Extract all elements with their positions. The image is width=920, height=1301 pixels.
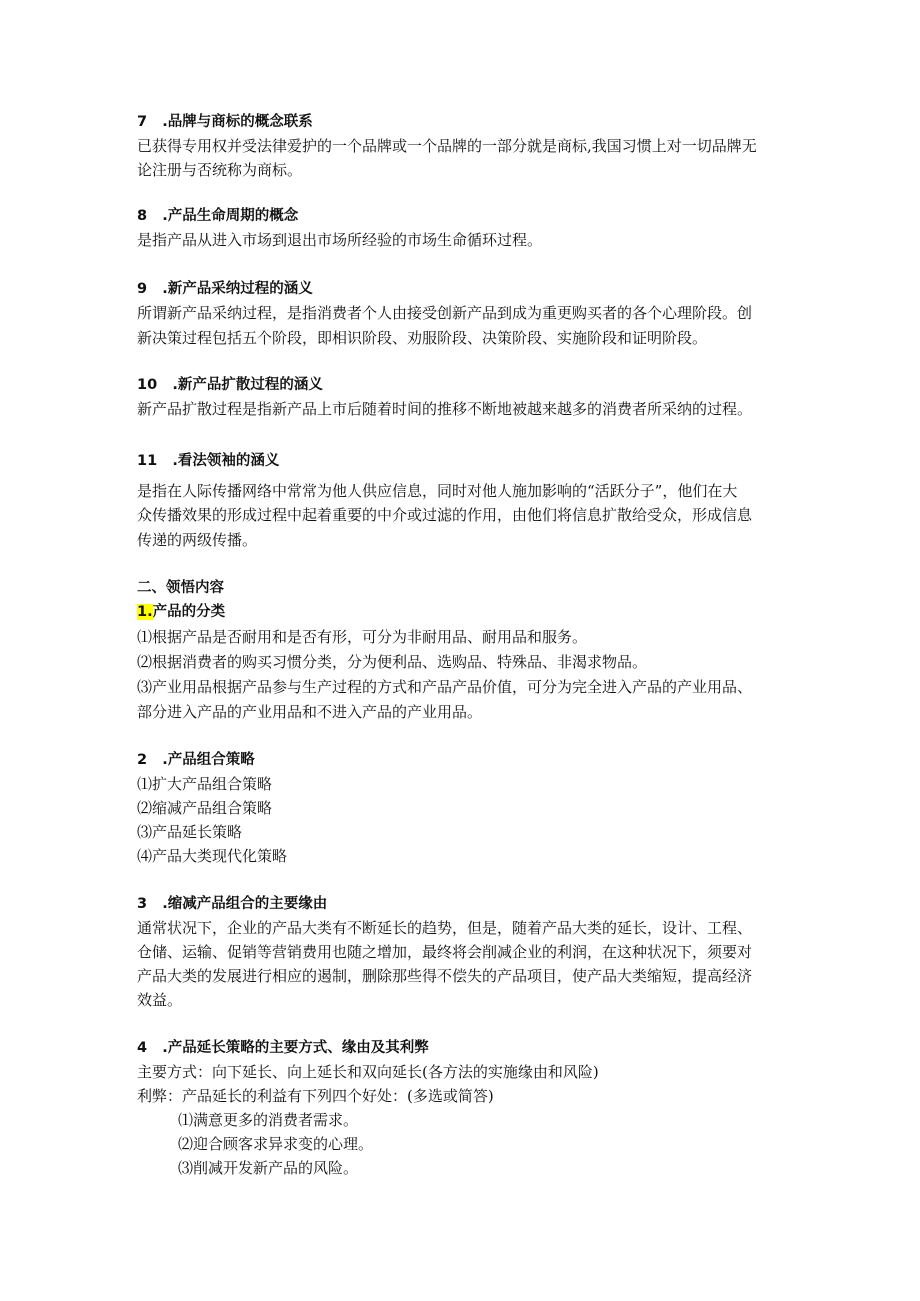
list-item: ⑵根据消费者的购买习惯分类，分为便利品、选购品、特殊品、非渴求物品。 — [137, 653, 648, 671]
part-heading: 二、领悟内容 — [137, 580, 224, 596]
paragraph-line: 是指产品从进入市场到退出市场所经验的市场生命循环过程。 — [137, 231, 543, 249]
paragraph-line: 产品大类的发展进行相应的遏制，删除那些得不偿失的产品项目，使产品大类缩短，提高经济 — [137, 967, 753, 985]
section-heading-p2: 2 .产品组合策略 — [137, 752, 255, 768]
paragraph-line: 论注册与否统称为商标。 — [137, 161, 303, 179]
paragraph-line: 仓储、运输、促销等营销费用也随之增加，最终将会削减企业的利润，在这种状况下，须要对 — [137, 943, 753, 961]
section-heading-p3: 3 .缩减产品组合的主要缘由 — [137, 896, 328, 912]
list-item: ⑵迎合顾客求异求变的心理。 — [178, 1135, 374, 1153]
list-item: ⑷产品大类现代化策略 — [137, 847, 288, 865]
list-item: 部分进入产品的产业用品和不进入产品的产业用品。 — [137, 703, 483, 721]
section-heading-p4: 4 .产品延长策略的主要方式、缘由及其利弊 — [137, 1040, 429, 1056]
list-item: ⑴根据产品是否耐用和是否有形，可分为非耐用品、耐用品和服务。 — [137, 628, 588, 646]
list-item: ⑴扩大产品组合策略 — [137, 775, 273, 793]
paragraph-line: 已获得专用权并受法律爱护的一个品牌或一个品牌的一部分就是商标,我国习惯上对一切品牌无 — [137, 137, 757, 155]
paragraph-line: 是指在人际传播网络中常常为他人供应信息，同时对他人施加影响的“活跃分子”，他们在大 — [137, 482, 738, 500]
paragraph-line: 通常状况下，企业的产品大类有不断延长的趋势，但是，随着产品大类的延长，设计、工程、 — [137, 919, 753, 937]
paragraph-line: 新决策过程包括五个阶段，即相识阶段、劝服阶段、决策阶段、实施阶段和证明阶段。 — [137, 329, 708, 347]
list-item: ⑶产品延长策略 — [137, 823, 243, 841]
list-item: ⑵缩减产品组合策略 — [137, 799, 273, 817]
list-item: ⑶产业用品根据产品参与生产过程的方式和产品产品价值，可分为完全进入产品的产业用品、 — [137, 678, 753, 696]
paragraph-line: 效益。 — [137, 991, 183, 1009]
paragraph-line: 新产品扩散过程是指新产品上市后随着时间的推移不断地被越来越多的消费者所采纳的过程。 — [137, 400, 753, 418]
list-item: ⑴满意更多的消费者需求。 — [178, 1111, 359, 1129]
section-heading-7: 7 .品牌与商标的概念联系 — [137, 114, 313, 130]
heading-text: 产品的分类 — [152, 604, 226, 620]
list-item: ⑶削减开发新产品的风险。 — [178, 1159, 359, 1177]
paragraph-line: 众传播效果的形成过程中起着重要的中介或过滤的作用，由他们将信息扩散给受众，形成信息 — [137, 506, 753, 524]
paragraph-line: 所谓新产品采纳过程，是指消费者个人由接受创新产品到成为重更购买者的各个心理阶段。创 — [137, 304, 753, 322]
section-heading-10: 10 .新产品扩散过程的涵义 — [137, 377, 323, 393]
paragraph-line: 传递的两级传播。 — [137, 531, 258, 549]
paragraph-line: 利弊：产品延长的利益有下列四个好处：(多选或简答) — [137, 1087, 494, 1105]
section-heading-9: 9 .新产品采纳过程的涵义 — [137, 281, 313, 297]
section-heading-8: 8 .产品生命周期的概念 — [137, 208, 299, 224]
paragraph-line: 主要方式：向下延长、向上延长和双向延长(各方法的实施缘由和风险) — [137, 1063, 599, 1081]
section-heading-11: 11 .看法领袖的涵义 — [137, 453, 280, 469]
highlight-mark: 1. — [137, 604, 153, 620]
section-heading-p1 — [137, 602, 225, 622]
